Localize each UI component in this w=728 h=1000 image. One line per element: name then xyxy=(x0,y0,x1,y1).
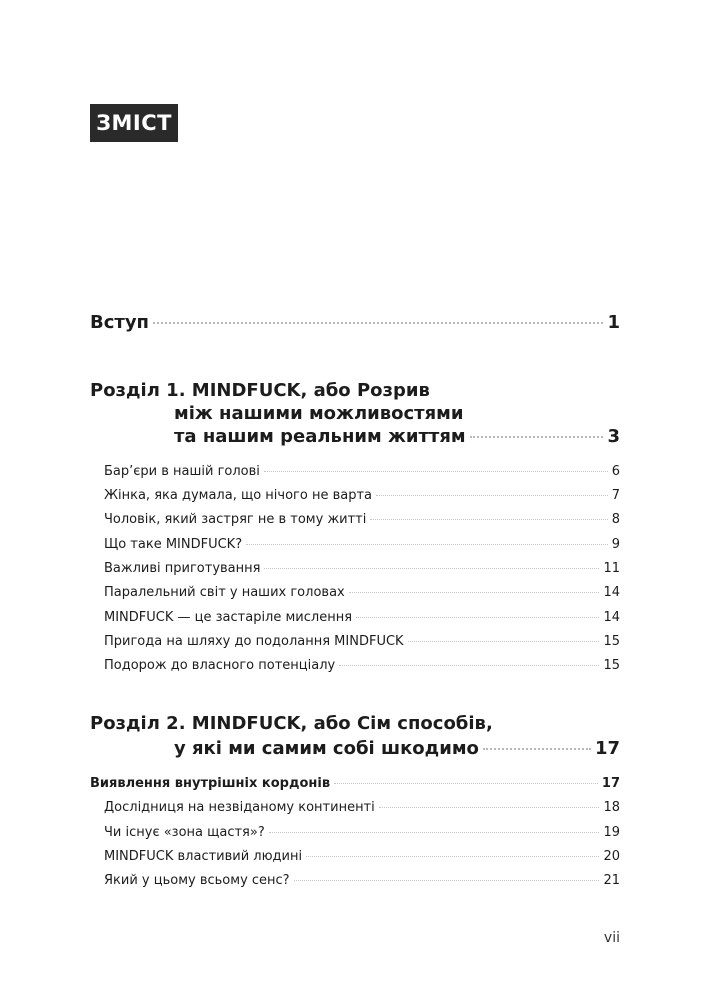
toc-entry-label: MINDFUCK — це застаріле мислення xyxy=(104,610,353,625)
leader-dots xyxy=(470,436,604,438)
toc-entry-intro[interactable] xyxy=(90,312,620,333)
chapter2-title-line2[interactable] xyxy=(174,738,620,759)
toc-entry-label: Чи існує «зона щастя»? xyxy=(104,825,265,840)
toc-entry-label: MINDFUCK властивий людині xyxy=(104,849,303,864)
toc-entry[interactable] xyxy=(104,873,620,888)
toc-entry-label: Чоловік, який застряг не в тому житті xyxy=(104,512,367,527)
toc-entry-label: Подорож до власного потенціалу xyxy=(104,658,336,673)
leader-dots xyxy=(376,495,608,496)
toc-entry-label: Важливі приготування xyxy=(104,561,261,576)
toc-entry-label: Що таке MINDFUCK? xyxy=(104,537,243,552)
chapter1-title-line3[interactable] xyxy=(174,426,620,447)
leader-dots xyxy=(408,641,600,642)
leader-dots xyxy=(264,471,608,472)
toc-entry[interactable] xyxy=(104,800,620,815)
toc-entry[interactable] xyxy=(104,634,620,649)
leader-dots xyxy=(379,807,600,808)
toc-entry-page: 20 xyxy=(603,849,620,864)
toc-entry-label: Дослідниця на незвіданому континенті xyxy=(104,800,375,815)
toc-entry-label: Пригода на шляху до подолання MINDFUCK xyxy=(104,634,404,649)
toc-entry-page: 6 xyxy=(611,464,620,479)
toc-entry[interactable] xyxy=(104,488,620,503)
leader-dots xyxy=(349,592,600,593)
toc-entry-label: Паралельний світ у наших головах xyxy=(104,585,345,600)
leader-dots xyxy=(356,617,599,618)
toc-entry-label: Жінка, яка думала, що нічого не варта xyxy=(104,488,373,503)
toc-entry[interactable] xyxy=(104,849,620,864)
leader-dots xyxy=(269,832,600,833)
toc-section-entry[interactable] xyxy=(90,776,620,791)
toc-entry-page: 17 xyxy=(601,776,620,791)
toc-entry-label: Виявлення внутрішніх кордонів xyxy=(90,776,331,791)
toc-entry[interactable] xyxy=(104,464,620,479)
toc-entry-page: 7 xyxy=(611,488,620,503)
toc-entry-page: 8 xyxy=(611,512,620,527)
toc-entry-label: Який у цьому всьому сенс? xyxy=(104,873,290,888)
toc-entry-label: у які ми самим собі шкодимо xyxy=(174,738,479,759)
leader-dots xyxy=(246,544,608,545)
chapter1-title-line1[interactable]: Розділ 1. MINDFUCK, або Розрив xyxy=(90,380,430,401)
leader-dots xyxy=(153,322,603,324)
leader-dots xyxy=(370,519,607,520)
toc-entry[interactable] xyxy=(104,512,620,527)
toc-entry-page: 17 xyxy=(594,738,620,759)
toc-entry-page: 1 xyxy=(607,312,620,333)
toc-entry-page: 18 xyxy=(603,800,620,815)
toc-entry[interactable] xyxy=(104,610,620,625)
toc-entry-page: 14 xyxy=(603,585,620,600)
toc-entry[interactable] xyxy=(104,825,620,840)
chapter2-title-line1[interactable]: Розділ 2. MINDFUCK, або Сім способів, xyxy=(90,713,493,734)
toc-entry-page: 19 xyxy=(603,825,620,840)
toc-entry[interactable] xyxy=(104,561,620,576)
toc-entry-page: 11 xyxy=(603,561,620,576)
toc-heading: ЗМІСТ xyxy=(90,104,178,142)
toc-entry-page: 15 xyxy=(603,658,620,673)
toc-entry-page: 14 xyxy=(603,610,620,625)
toc-entry-page: 21 xyxy=(603,873,620,888)
chapter1-title-line2[interactable]: між нашими можливостями xyxy=(174,403,464,424)
toc-entry-page: 3 xyxy=(607,426,620,447)
toc-entry[interactable] xyxy=(104,537,620,552)
toc-entry[interactable] xyxy=(104,585,620,600)
toc-entry-label: Бар’єри в нашій голові xyxy=(104,464,260,479)
leader-dots xyxy=(339,665,599,666)
leader-dots xyxy=(334,783,598,784)
toc-entry[interactable] xyxy=(104,658,620,673)
toc-entry-label: та нашим реальним життям xyxy=(174,426,466,447)
leader-dots xyxy=(294,880,600,881)
toc-entry-label: Вступ xyxy=(90,312,149,333)
toc-entry-page: 15 xyxy=(603,634,620,649)
leader-dots xyxy=(264,568,599,569)
leader-dots xyxy=(483,748,591,750)
leader-dots xyxy=(306,856,599,857)
toc-entry-page: 9 xyxy=(611,537,620,552)
page-number: vii xyxy=(603,930,620,946)
